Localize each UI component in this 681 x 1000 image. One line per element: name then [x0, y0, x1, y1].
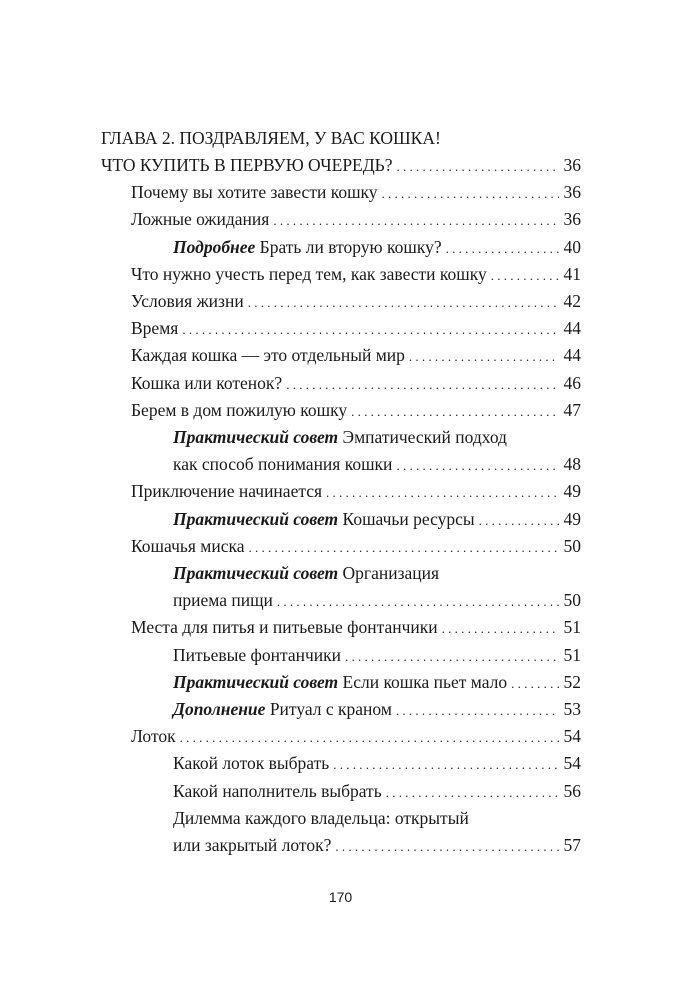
toc-entry-title: Питьевые фонтанчики — [173, 644, 342, 665]
toc-entry-text — [131, 208, 269, 230]
toc-entry-title: как способ понимания кошки — [173, 454, 393, 475]
toc-entry-title: Кошачья миска — [131, 535, 245, 556]
toc-entry-text — [131, 616, 438, 638]
chapter-title: ГЛАВА 2. ПОЗДРАВЛЯЕМ, У ВАС КОШКА! — [101, 128, 441, 148]
toc-entry — [173, 698, 581, 720]
toc-entry — [131, 399, 581, 421]
toc-leader-dots — [396, 700, 559, 722]
toc-entry-title: Эмпатический подход — [342, 427, 507, 447]
toc-entry — [131, 344, 581, 366]
toc-entry-title: Кошка или котенок? — [131, 372, 283, 393]
toc-entry — [131, 181, 581, 203]
toc-entry-label: Дополнение — [173, 699, 266, 719]
toc-entry — [173, 807, 469, 829]
toc-leader-dots — [397, 156, 559, 178]
toc-page-number: 36 — [563, 182, 581, 203]
toc-entry-text — [173, 508, 475, 530]
toc-entry-title: Кошачьи ресурсы — [342, 508, 475, 529]
toc-entry-title: Места для питья и питьевые фонтанчики — [131, 617, 438, 638]
toc-entry — [173, 752, 581, 774]
toc-entry-title: Лоток — [131, 726, 176, 747]
toc-entry-text — [173, 236, 442, 258]
toc-entry — [173, 453, 581, 475]
toc-entry-text — [131, 725, 176, 747]
toc-page-number: 36 — [563, 155, 581, 175]
toc-page-number: 47 — [563, 399, 581, 420]
toc-leader-dots — [511, 673, 559, 695]
toc-entry-title: Какой наполнитель выбрать — [173, 780, 382, 801]
toc-leader-dots — [248, 292, 559, 314]
toc-entry — [173, 426, 507, 448]
toc-entry — [173, 780, 581, 802]
toc-leader-dots — [386, 782, 559, 804]
toc-leader-dots — [479, 510, 559, 532]
toc-entry-text — [173, 589, 273, 611]
toc-entry — [131, 263, 581, 285]
toc-page-number: 51 — [563, 617, 581, 638]
toc-entry-label: Практический совет — [173, 671, 339, 692]
toc-entry-title: Если кошка пьет мало — [342, 671, 508, 692]
toc-entry — [101, 154, 581, 176]
toc-page-number: 36 — [563, 209, 581, 230]
toc-leader-dots — [351, 401, 559, 423]
toc-leader-dots — [446, 238, 559, 260]
toc-entry-text — [101, 154, 393, 176]
toc-entry-text — [131, 535, 245, 557]
toc-page-number: 41 — [563, 263, 581, 284]
toc-entry-title: Приключение начинается — [131, 481, 323, 502]
toc-page-number: 52 — [563, 671, 581, 692]
toc-entry-text — [173, 752, 329, 774]
toc-entry-title: Ложные ожидания — [131, 209, 270, 230]
toc-leader-dots — [409, 346, 559, 368]
toc-leader-dots — [286, 374, 559, 396]
toc-entry-label: Практический совет — [173, 563, 339, 583]
toc-leader-dots — [277, 591, 559, 613]
toc-entry-label: Подробнее — [173, 236, 256, 257]
toc-entry-label: Практический совет — [173, 508, 339, 529]
toc-entry-title: Организация — [342, 563, 440, 583]
toc-entry-text — [173, 780, 382, 802]
toc-entry — [173, 236, 581, 258]
toc-entry — [131, 372, 581, 394]
toc-entry — [131, 725, 581, 747]
toc-page-number: 50 — [563, 535, 581, 556]
toc-page-number: 44 — [563, 345, 581, 366]
toc-entry-title: Каждая кошка — это отдельный мир — [131, 345, 405, 366]
toc-entry-title: Какой лоток выбрать — [173, 753, 330, 774]
toc-page-number: 51 — [563, 644, 581, 665]
toc-page-number: 49 — [563, 508, 581, 529]
toc-leader-dots — [182, 319, 559, 341]
toc-entry-title: Время — [131, 318, 179, 339]
toc-entry-title: Почему вы хотите завести кошку — [131, 182, 378, 203]
toc-page-number: 57 — [563, 835, 581, 855]
toc-entry-text — [131, 480, 322, 502]
toc-entry — [131, 290, 581, 312]
toc-entry-text — [173, 807, 469, 829]
toc-entry — [173, 834, 581, 856]
toc-entry-text — [173, 562, 439, 584]
toc-leader-dots — [249, 537, 559, 559]
toc-page-number: 40 — [563, 236, 581, 257]
toc-entry — [173, 589, 581, 611]
toc-leader-dots — [333, 754, 559, 776]
toc-entry — [131, 616, 581, 638]
toc-leader-dots — [180, 727, 559, 749]
toc-entry — [173, 508, 581, 530]
toc-entry-title: ЧТО КУПИТЬ В ПЕРВУЮ ОЧЕРЕДЬ? — [101, 155, 393, 175]
toc-page-number: 50 — [563, 590, 581, 611]
toc-entry-label: Практический совет — [173, 427, 339, 447]
toc-entry-text — [173, 453, 392, 475]
toc-entry — [131, 208, 581, 230]
toc-entry-text — [131, 290, 244, 312]
toc-page-number: 48 — [563, 454, 581, 475]
toc-entry-text — [173, 644, 341, 666]
toc-page-number: 46 — [563, 372, 581, 393]
toc-leader-dots — [382, 183, 559, 205]
toc-page-number: 53 — [563, 699, 581, 719]
toc-entry — [173, 671, 581, 693]
toc-page-number: 42 — [563, 291, 581, 311]
toc-entry-title: Что нужно учесть перед тем, как завести кошку — [131, 263, 487, 284]
toc-leader-dots — [273, 210, 559, 232]
toc-entry-text — [173, 671, 507, 693]
toc-entry-title: Берем в дом пожилую кошку — [131, 399, 348, 420]
toc-entry-text — [131, 181, 378, 203]
toc-entry-title: или закрытый лоток? — [173, 835, 332, 855]
toc-entry-text — [131, 317, 178, 339]
toc-entry-text — [131, 372, 282, 394]
toc-entry-text — [131, 344, 405, 366]
toc-entry-text — [131, 399, 347, 421]
toc-page-number: 54 — [563, 753, 581, 774]
toc-entry — [173, 644, 581, 666]
toc-entry-title: Брать ли вторую кошку? — [259, 236, 442, 257]
toc-entry — [131, 535, 581, 557]
toc-entry-title: приема пищи — [173, 590, 273, 611]
toc-entry-title: Дилемма каждого владельца: открытый — [173, 807, 469, 828]
toc-leader-dots — [326, 482, 559, 504]
toc-page-number: 54 — [563, 726, 581, 747]
toc-entry-title: Ритуал с краном — [269, 699, 392, 719]
page-number: 170 — [328, 889, 353, 905]
toc-entry-text — [173, 834, 331, 856]
toc-entry-text — [173, 698, 392, 720]
toc-leader-dots — [345, 646, 559, 668]
toc-entry — [131, 480, 581, 502]
toc-entry-text — [173, 426, 507, 448]
toc-page-number: 49 — [563, 481, 581, 502]
toc-entry-title: Условия жизни — [131, 291, 244, 311]
toc-leader-dots — [335, 836, 559, 858]
toc-page-number: 44 — [563, 318, 581, 339]
toc-leader-dots — [442, 618, 559, 640]
toc-entry-text — [131, 263, 487, 285]
toc-entry — [131, 317, 581, 339]
toc-page-number: 56 — [563, 780, 581, 801]
toc-entry — [173, 562, 439, 584]
toc-leader-dots — [491, 265, 559, 287]
toc-leader-dots — [396, 455, 559, 477]
